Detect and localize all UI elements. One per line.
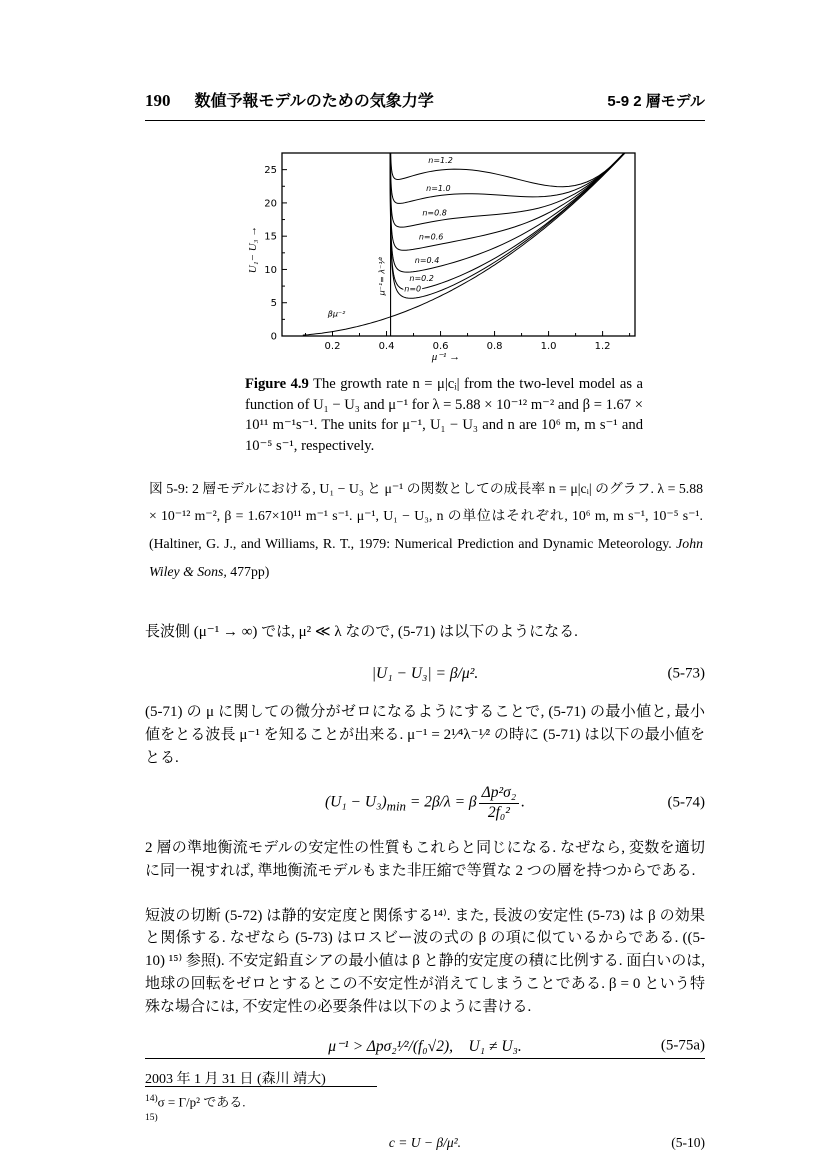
caption-jp-pages: 477pp) [226, 563, 270, 579]
y-tick-label: 0 [270, 331, 277, 343]
fraction-denominator: 2f₀² [487, 803, 510, 821]
x-tick-label: 0.2 [324, 341, 341, 352]
y-axis-label: U₁− U₃ → [247, 225, 259, 274]
equation-5-75a-number: (5-75a) [660, 1037, 705, 1054]
paragraph-longwave: 長波側 (μ⁻¹ → ∞) では, μ² ≪ λ なので, (5-71) は以下のようになる. [145, 624, 578, 641]
x-tick-label: 0.8 [486, 341, 503, 352]
x-axis-label: μ⁻¹ → [431, 351, 461, 363]
y-tick-label: 15 [264, 231, 277, 243]
x-tick-label: 0.4 [378, 341, 395, 352]
growth-rate-chart [245, 151, 641, 365]
header-left [145, 88, 434, 111]
y-tick-label: 20 [264, 198, 277, 210]
equation-5-10-formula: c = U − β/μ². [388, 1135, 462, 1151]
footnotes [145, 1086, 705, 1152]
page-header [145, 88, 705, 121]
footnote-15-mark: 15) [145, 1113, 158, 1124]
beta-curve-label: βμ⁻² [327, 309, 346, 319]
footer-date-author: 2003 年 1 月 31 日 (森川 靖大) [145, 1072, 326, 1087]
equation-5-74-lhs: (U₁ − U₃) [324, 793, 387, 811]
paragraph-shortwave: 短波の切断 (5-72) は静的安定度と関係する¹⁴⁾. また, 長波の安定性 (5-73) は β の効果と関係する. なぜなら (5-73) はロスビー波の式の β の項に似ているからである. ((5-10) ¹⁵⁾ 参照). 不安定鉛直シアの最小値は β と静的安定度の積に比例する. 面白いのは, 地球の回転をゼロとするとこの不安定性が消えてしまうことである. β = 0 という特殊な場合には, 不安定性の必要条件は以下のように書ける. [145, 907, 705, 1015]
y-tick-label: 5 [270, 298, 277, 310]
contour-label: n=1.0 [426, 183, 451, 193]
book-title: 数値予報モデルのための気象力学 [194, 93, 434, 110]
footnote-15 [145, 1111, 705, 1131]
contour-label: n=1.2 [428, 155, 453, 165]
equation-5-74-mid: = 2β/λ = β [406, 793, 477, 811]
equation-5-74 [145, 785, 705, 821]
plot-frame [282, 153, 635, 336]
figure-caption-japanese [149, 475, 703, 585]
contour-label: n=0.6 [418, 232, 444, 242]
x-tick-label: 0.6 [432, 341, 449, 352]
x-tick-label: 1.0 [540, 341, 557, 352]
equation-5-10-number: (5-10) [671, 1135, 705, 1151]
body-text [145, 621, 705, 1055]
contour-label: n=0.8 [422, 208, 447, 218]
equation-5-74-tail: . [521, 793, 526, 811]
contour-label: n=0.4 [414, 255, 440, 265]
figure-caption-english [245, 374, 643, 457]
page-footer [145, 1058, 705, 1088]
equation-5-73-number: (5-73) [667, 665, 705, 682]
caption-jp-publisher: John Wiley & Sons, [149, 536, 703, 579]
x-tick-label: 1.2 [594, 341, 611, 352]
equation-5-74-sub: min [386, 798, 406, 814]
contour-label: n=0 [404, 284, 422, 294]
y-tick-label: 10 [264, 264, 277, 276]
figure-caption-label: Figure 4.9 [245, 376, 309, 392]
equation-5-73-formula: |U₁ − U₃| = β/μ². [371, 665, 479, 683]
footnote-14-mark: 14) [145, 1093, 158, 1104]
equation-5-75a-formula: μ⁻¹ > Δpσ₂¹⁄²/(f₀√2), U₁ ≠ U₃. [328, 1037, 522, 1055]
equation-5-10 [145, 1135, 705, 1151]
equation-5-74-fraction [479, 785, 520, 821]
equation-5-75a [145, 1037, 705, 1056]
fraction-numerator: Δp²σ₂ [479, 785, 520, 803]
asymptote-label: μ⁻¹= λ⁻¹⁄² [377, 256, 387, 296]
footnote-14 [145, 1092, 705, 1112]
caption-jp-text: 図 5-9: 2 層モデルにおける, U₁ − U₃ と μ⁻¹ の関数としての成長率 n = μ|cᵢ| のグラフ. λ = 5.88 × 10⁻¹² m⁻², β = 1.67×10¹¹ m⁻¹ s⁻¹. μ⁻¹, U₁ − U₃, n の単位はそれぞれ, 10⁶ m, m s⁻¹, 10⁻⁵ s⁻¹. (Haltiner, G. J., and Williams, R. T., 1979: Numerical Prediction and Dynamic Meteorology. [149, 480, 703, 552]
equation-5-73 [145, 665, 705, 683]
equation-5-74-number: (5-74) [667, 794, 705, 811]
page-number: 190 [145, 91, 171, 110]
paragraph-quasigeostrophic: 2 層の準地衡流モデルの安定性の性質もこれらと同じになる. なぜなら, 変数を適切に同一視すれば, 準地衡流モデルもまた非圧縮で等質な 2 つの層を持つからである. [145, 839, 705, 879]
figure-4-9 [245, 151, 643, 457]
section-title: 5-9 2 層モデル [607, 93, 705, 110]
y-tick-label: 25 [264, 165, 277, 177]
contour-label: n=0.2 [409, 273, 434, 283]
footnote-14-text: σ = Γ/p² である. [157, 1093, 246, 1109]
beta-mu-curve [303, 151, 630, 335]
figure-caption-text: The growth rate n = μ|cᵢ| from the two-level model as a function of U₁ − U₃ and μ⁻¹ for λ = 5.88 × 10⁻¹² m⁻² and β = 1.67 × 10¹¹ m⁻¹s⁻¹. The units for μ⁻¹, U₁ − U₃ and n are 10⁶ m, m s⁻¹ and 10⁻⁵ s⁻¹, respectively. [245, 376, 643, 455]
paragraph-minimum: (5-71) の μ に関しての微分がゼロになるようにすることで, (5-71) の最小値と, 最小値をとる波長 μ⁻¹ を知ることが出来る. μ⁻¹ = 2¹⁄⁴λ⁻¹⁄² の時に (5-71) は以下の最小値をとる. [145, 704, 705, 766]
